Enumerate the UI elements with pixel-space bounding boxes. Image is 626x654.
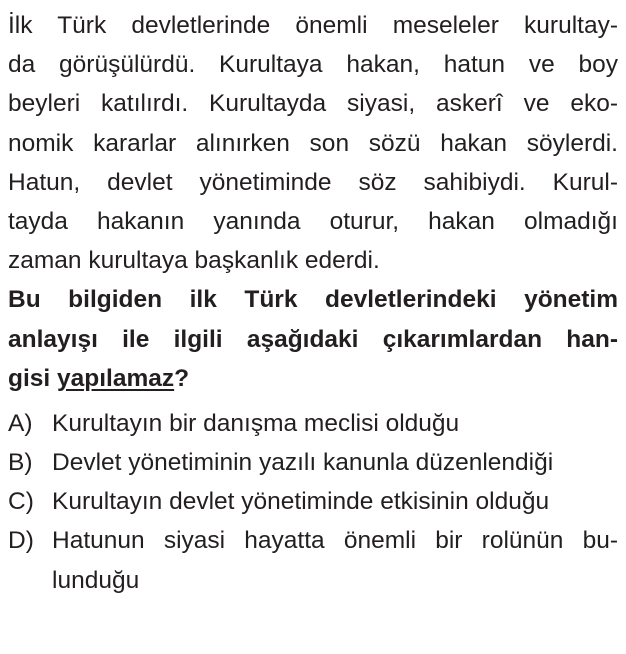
question-mark: ? <box>174 364 190 392</box>
question-line: anlayışı ile ilgili aşağıdaki çıkarımlardan han- <box>8 325 618 353</box>
question-keyword: yapılamaz <box>57 364 175 392</box>
passage-line: da görüşülürdü. Kurultaya hakan, hatun ve boy <box>8 51 618 79</box>
passage-line: zaman kurultaya başkanlık ederdi. <box>8 247 380 275</box>
option-letter: B) <box>8 449 33 477</box>
option-c[interactable] <box>8 482 618 521</box>
option-letter: A) <box>8 409 33 437</box>
option-b[interactable] <box>8 443 618 482</box>
passage-text <box>8 6 618 280</box>
passage-line: tayda hakanın yanında oturur, hakan olmadığı <box>8 207 618 235</box>
passage-line: beyleri katılırdı. Kurultayda siyasi, askerî ve eko- <box>8 90 618 118</box>
option-text: Kurultayın devlet yönetiminde etkisinin olduğu <box>52 488 550 516</box>
answer-options <box>8 404 618 600</box>
option-text: Hatunun siyasi hayatta önemli bir rolünün bu- <box>52 527 618 555</box>
option-d-continuation: lunduğu <box>52 566 140 594</box>
passage-line: nomik kararlar alınırken son sözü hakan söylerdi. <box>8 129 618 157</box>
option-letter: D) <box>8 527 34 555</box>
question-line <box>8 359 618 398</box>
question-line: Bu bilgiden ilk Türk devletlerindeki yönetim <box>8 286 618 314</box>
question-stem <box>8 280 618 398</box>
option-a[interactable] <box>8 404 618 443</box>
question-prefix: gisi <box>8 364 58 392</box>
passage-line: İlk Türk devletlerinde önemli meseleler kurultay- <box>8 12 618 39</box>
question-page <box>8 6 618 600</box>
option-text: Devlet yönetiminin yazılı kanunla düzenlendiği <box>52 449 554 477</box>
passage-line: Hatun, devlet yönetiminde söz sahibiydi. Kurul- <box>8 168 618 196</box>
option-text: Kurultayın bir danışma meclisi olduğu <box>52 409 460 437</box>
option-d[interactable] <box>8 521 618 560</box>
option-letter: C) <box>8 488 34 516</box>
